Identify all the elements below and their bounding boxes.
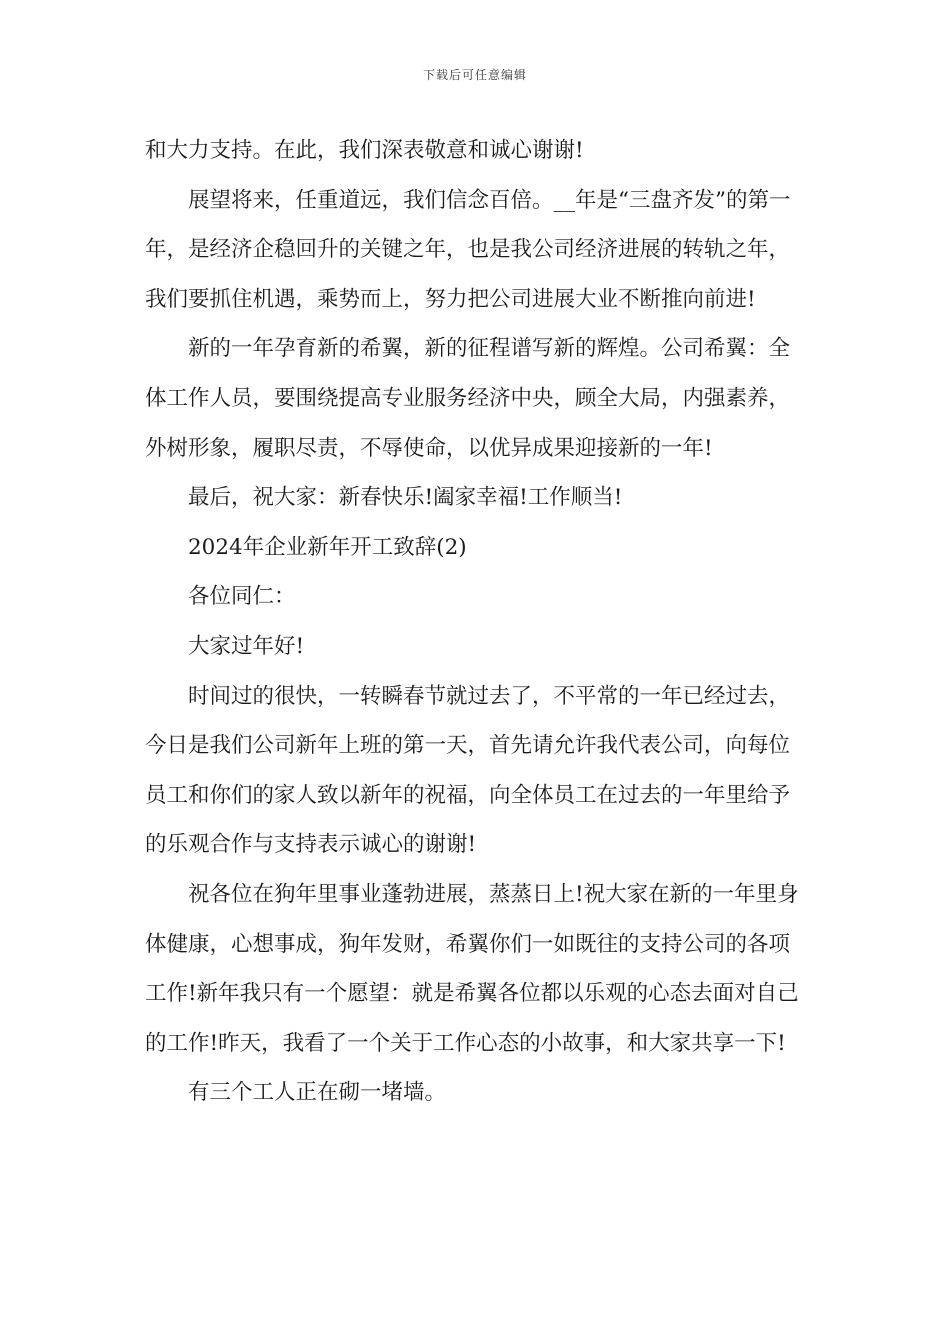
paragraph: 新的一年孕育新的希翼，新的征程谱写新的辉煌。公司希翼：全体工作人员，要围绕提高专业服务经济中央，顾全大局，内强素养，外树形象，履职尽责，不辱使命，以优异成果迎接新的一年! [145,336,791,461]
paragraph: 有三个工人正在砌一堵墙。 [188,1080,447,1106]
paragraph: 时间过的很快，一转瞬春节就过去了，不平常的一年已经过去，今日是我们公司新年上班的第一天，首先请允许我代表公司，向每位员工和你们的家人致以新年的祝福，向全体员工在过去的一年里给予的乐观合作与支持表示诚心的谢谢! [145,683,791,858]
page-header: 下载后可任意编辑 [422,68,527,82]
paragraph: 最后，祝大家：新春快乐!阖家幸福!工作顺当! [188,485,623,511]
section-title: 2024年企业新年开工致辞(2) [188,534,467,560]
greeting: 大家过年好! [188,633,305,659]
salutation: 各位同仁： [188,584,296,610]
paragraph: 祝各位在狗年里事业蓬勃进展，蒸蒸日上!祝大家在新的一年里身体健康，心想事成，狗年发财，希翼你们一如既往的支持公司的各项工作!新年我只有一个愿望：就是希翼各位都以乐观的心态去面对自己的工作!昨天，我看了一个关于工作心态的小故事，和大家共享一下! [145,881,799,1056]
paragraph: 展望将来，任重道远，我们信念百倍。__年是“三盘齐发”的第一年，是经济企稳回升的关键之年，也是我公司经济进展的转轨之年，我们要抓住机遇，乘势而上，努力把公司进展大业不断推向前进! [145,187,791,312]
document-body [145,126,810,1118]
paragraph: 和大力支持。在此，我们深表敬意和诚心谢谢! [145,138,584,163]
